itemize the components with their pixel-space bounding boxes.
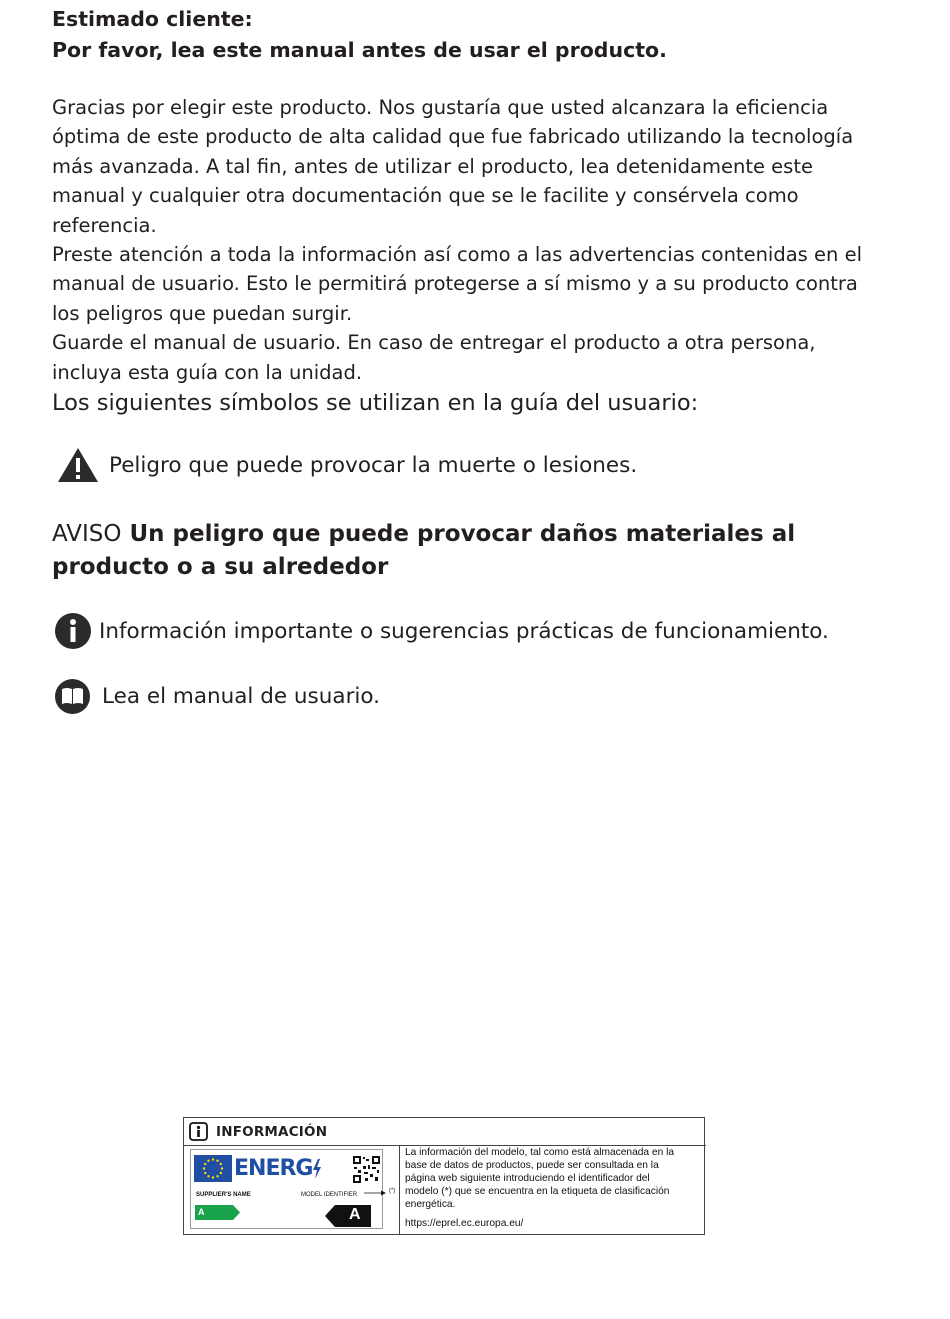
warning-triangle-icon bbox=[56, 446, 100, 484]
lightning-icon bbox=[312, 1159, 322, 1179]
info-text-line: modelo (*) que se encuentra en la etiqueta de clasificación bbox=[405, 1186, 670, 1197]
manual-symbol-text: Lea el manual de usuario. bbox=[102, 684, 380, 709]
qr-code-icon bbox=[353, 1156, 380, 1183]
manual-symbol-row bbox=[54, 678, 380, 715]
danger-symbol-text: Peligro que puede provocar la muerte o lesiones. bbox=[109, 452, 638, 478]
energy-label-panel bbox=[184, 1146, 400, 1234]
info-box-text bbox=[405, 1146, 701, 1230]
model-identifier-label: MODEL IDENTIFIER bbox=[301, 1192, 358, 1198]
intro-paragraph: Gracias por elegir este producto. Nos gustaría que usted alcanzara la eficiencia óptima de este producto de alta calidad que fue fabricado utilizando la tecnología más avanzada. A tal fin, antes de utilizar el producto, lea detenidamente este manual y cualquier otra documentación que se le facilite y consérvela como referencia. bbox=[52, 96, 854, 237]
info-text-line: energética. bbox=[405, 1199, 456, 1210]
notice-text: Un peligro que puede provocar daños materiales al producto o a su alrededor bbox=[52, 521, 796, 580]
intro-paragraph: Preste atención a toda la información así como a las advertencias contenidas en el manual de usuario. Esto le permitirá protegerse a sí mismo y a su producto contra los peligros que puedan surgir. bbox=[52, 243, 863, 325]
pointer-arrow-icon bbox=[364, 1190, 386, 1196]
eu-flag-icon bbox=[194, 1155, 232, 1182]
info-box-title: INFORMACIÓN bbox=[216, 1123, 328, 1140]
energy-label-card bbox=[190, 1149, 383, 1229]
energy-logo-text: ENERG bbox=[234, 1156, 313, 1181]
info-text-line: base de datos de productos, puede ser consultada en la bbox=[405, 1160, 659, 1171]
model-marker: (*) bbox=[389, 1188, 396, 1194]
intro-text bbox=[52, 93, 887, 387]
info-text-line: página web siguiente introduciendo el identificador del bbox=[405, 1173, 650, 1184]
info-circle-icon bbox=[54, 612, 92, 650]
supplier-name-label: SUPPLIER'S NAME bbox=[196, 1192, 251, 1198]
info-symbol-text: Información importante o sugerencias prácticas de funcionamiento. bbox=[99, 618, 829, 644]
danger-symbol-row bbox=[56, 446, 637, 484]
notice-symbol-text bbox=[52, 518, 902, 584]
info-text-line: La información del modelo, tal como está almacenada en la bbox=[405, 1147, 674, 1158]
notice-prefix: AVISO bbox=[52, 521, 122, 547]
book-icon bbox=[54, 678, 91, 715]
energy-logo bbox=[234, 1155, 332, 1182]
energy-info-box bbox=[183, 1117, 705, 1235]
rating-letter: A bbox=[349, 1206, 361, 1223]
symbols-intro: Los siguientes símbolos se utilizan en la guía del usuario: bbox=[52, 390, 699, 416]
greeting-line: Estimado cliente: bbox=[52, 7, 253, 31]
intro-paragraph: Guarde el manual de usuario. En caso de entregar el producto a otra persona, incluya esta guía con la unidad. bbox=[52, 331, 816, 384]
info-box-header bbox=[184, 1118, 706, 1146]
eprel-link[interactable]: https://eprel.ec.europa.eu/ bbox=[405, 1218, 524, 1229]
info-square-icon bbox=[189, 1122, 208, 1141]
efficiency-scale-letter: A bbox=[198, 1207, 205, 1217]
rating-arrow bbox=[325, 1205, 371, 1227]
read-manual-heading: Por favor, lea este manual antes de usar el producto. bbox=[52, 38, 667, 62]
info-symbol-row bbox=[54, 612, 829, 650]
